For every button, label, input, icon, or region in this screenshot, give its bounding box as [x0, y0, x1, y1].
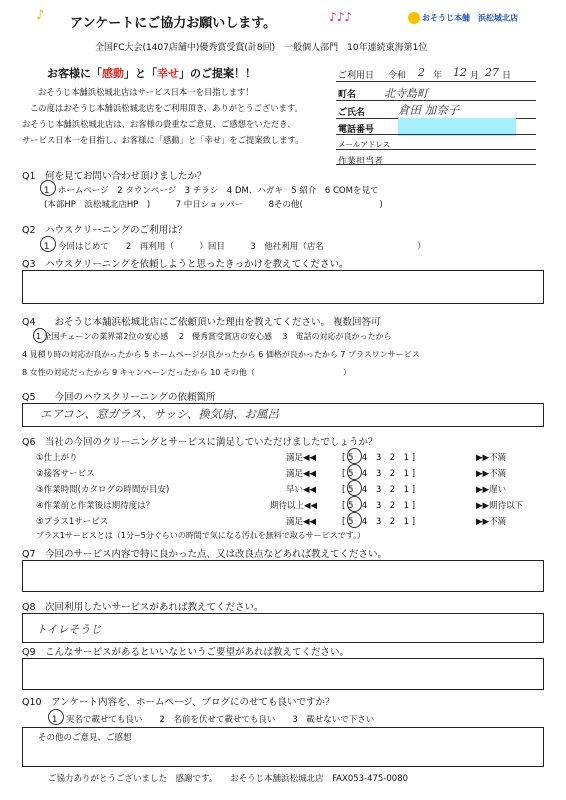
selection-circle: [347, 496, 362, 512]
proposal-word-2: 幸せ: [157, 67, 179, 80]
rating-left: 早い◀◀: [286, 485, 317, 495]
rating-scale[interactable]: [ 5 4 3 2 1 ]: [342, 485, 416, 495]
q4-options-2: 4 見積り時の対応が良かったから 5 ホームページが良かったから 6 価格が良かったから 7 プラスワンサービス: [22, 350, 420, 359]
rating-left: 満足◀◀: [286, 469, 317, 479]
q2-options: 1 今回はじめて 2 再利用（ ）回目 3 他社利用（店名 ）: [44, 242, 426, 252]
selection-circle: [40, 236, 56, 252]
footer-text: ご協力ありがとうございました 感謝です。 おそうじ本舗浜松城北店 FAX053-475-0080: [48, 774, 409, 784]
town-value: 北寺島町: [384, 87, 428, 100]
award-line: 全国FC大会(1407店舗中)優秀賞受賞(計8回) 一般個人部門 10年連続東海第1位: [95, 43, 428, 53]
q4-title: Q4 おそうじ本舗浜松城北店にご依頼頂いた理由を教えてください。 複数回答可: [22, 317, 381, 328]
rating-label: ②接客サービス: [36, 469, 95, 479]
town-label: 町名: [338, 90, 357, 100]
phone-label: 電話番号: [338, 125, 375, 135]
q10-options: 1 実名で載せても良い 2 名前を伏せて載せても良い 3 載せないで下さい: [52, 715, 375, 725]
q7-answer-box[interactable]: [22, 560, 544, 592]
year-unit: 年: [433, 71, 443, 81]
proposal-suffix: 」のご提案！！: [179, 67, 256, 80]
intro-line: この度はおそうじ本舗浜松城北店をご利用頂き、ありがとうございます。: [30, 103, 303, 113]
staff-label: 作業担当者: [338, 157, 384, 167]
selection-circle: [347, 464, 362, 480]
brand-logo: [408, 12, 518, 24]
selection-circle: [347, 448, 362, 464]
selection-circle: [33, 328, 47, 343]
email-label: メールアドレス: [338, 140, 391, 149]
q2-title: Q2 ハウスクリーニングのご利用は？: [22, 225, 188, 236]
rating-right: ▶▶不満: [476, 517, 507, 527]
month-unit: 月: [470, 71, 480, 81]
q7-title: Q7 今回のサービス内容で特に良かった点、又は改良点などあれば教えてください。: [22, 549, 388, 560]
date-era: 令和: [388, 71, 407, 81]
rating-label: ③作業時間(カタログの時間が目安): [36, 485, 170, 495]
q1-title: Q1 何を見てお問い合わせ頂けましたか？: [22, 171, 207, 182]
brand-branch: 浜松城北店: [478, 13, 518, 23]
rating-scale[interactable]: [ 5 4 3 2 1 ]: [342, 453, 416, 463]
rating-label: ④作業前と作業後は期待度は？: [36, 501, 155, 511]
rating-scale[interactable]: [ 5 4 3 2 1 ]: [342, 517, 416, 527]
rating-label: ⑤プラス1サービス: [36, 517, 109, 527]
q8-title: Q8 次回利用したいサービスがあれば教えてください。: [22, 602, 264, 613]
rating-left: 満足◀◀: [286, 453, 317, 463]
brand-name: おそうじ本舗: [422, 13, 470, 23]
q9-title: Q9 こんなサービスがあるといいなというご要望があれば教えてください。: [22, 647, 350, 658]
q10-title: Q10 アンケート内容を、ホームページ、ブログにのせても良いですか？: [22, 697, 335, 708]
intro-line: おそうじ本舗浜松城北店はサービス日本一を目指します！: [38, 87, 254, 97]
selection-circle: [48, 709, 64, 725]
q6-note: プラス1サービスとは（1分~5分ぐらいの時間で気になる汚れを無料で取るサービスです。）: [36, 531, 366, 540]
q8-answer: トイレそうじ: [36, 623, 102, 636]
q4-options-1: 1 全国チェーンの業界第2位の安心感 2 優秀賞受賞店の安心感 3 電話の対応が良かったから: [36, 332, 392, 341]
intro-line: サービス日本一を目指し、お客様に「感動」と「幸せ」をご提案致します。: [22, 135, 304, 145]
rating-right: ▶▶遅い: [476, 485, 507, 495]
q10-box-label: その他のご意見、ご感想: [38, 733, 132, 743]
rating-scale[interactable]: [ 5 4 3 2 1 ]: [342, 469, 416, 479]
proposal-mid: 」と「: [124, 67, 157, 80]
selection-circle: [347, 512, 362, 528]
rating-right: ▶▶期待以下: [476, 501, 524, 511]
music-notes-icon: ♪♪♪: [329, 10, 352, 24]
q5-title: Q5 今回のハウスクリーニングの依頼箇所: [22, 392, 216, 403]
music-note-icon: ♪: [36, 8, 45, 23]
date-day: 27: [485, 66, 499, 79]
selection-circle: [40, 180, 56, 196]
page-title: アンケートにご協力お願いします。: [70, 16, 277, 31]
rating-left: 期待以上◀◀: [270, 501, 318, 511]
rating-left: 満足◀◀: [286, 517, 317, 527]
day-unit: 日: [502, 71, 512, 81]
date-year: 2: [418, 66, 425, 79]
q9-answer-box[interactable]: [22, 658, 544, 690]
q4-options-3: 8 女性の対応だったから 9 キャンペーンだったから 10 その他（ ）: [22, 368, 351, 377]
q1-options: 1 ホームページ 2 タウンページ 3 チラシ 4 DM、ハガキ 5 紹介 6 COMを見て: [44, 186, 379, 196]
q1-options-2: (本部HP 浜松城北店HP ) 7 中日ショッパー 8その他( ): [44, 200, 383, 210]
date-label: ご利用日: [338, 71, 375, 81]
proposal-prefix: お客様に「: [47, 67, 102, 80]
selection-circle: [347, 480, 362, 496]
date-month: 12: [453, 66, 467, 79]
q6-title: Q6 当社の今回のクリーニングとサービスに満足していただけましたでしょうか？: [22, 437, 378, 448]
intro-line: おそうじ本舗浜松城北店は、お客様の貴重なご意見、ご感想をいただき、: [22, 119, 296, 129]
rating-scale[interactable]: [ 5 4 3 2 1 ]: [342, 501, 416, 511]
q5-answer: エアコン、窓ガラス、サッシ、換気扇、お風呂: [40, 407, 279, 421]
q3-answer-box[interactable]: [22, 270, 544, 304]
proposal-word-1: 感動: [102, 67, 124, 80]
rating-right: ▶▶不満: [476, 469, 507, 479]
rating-right: ▶▶不満: [476, 453, 507, 463]
proposal-heading: [47, 65, 256, 81]
name-value: 倉田 加奈子: [398, 103, 460, 117]
q3-title: Q3 ハウスクリーニングを依頼しようと思ったきっかけを教えてください。: [22, 259, 349, 270]
brand-mascot-icon: [408, 12, 420, 24]
name-label: ご氏名: [338, 108, 366, 118]
rating-label: ①仕上がり: [36, 453, 78, 463]
